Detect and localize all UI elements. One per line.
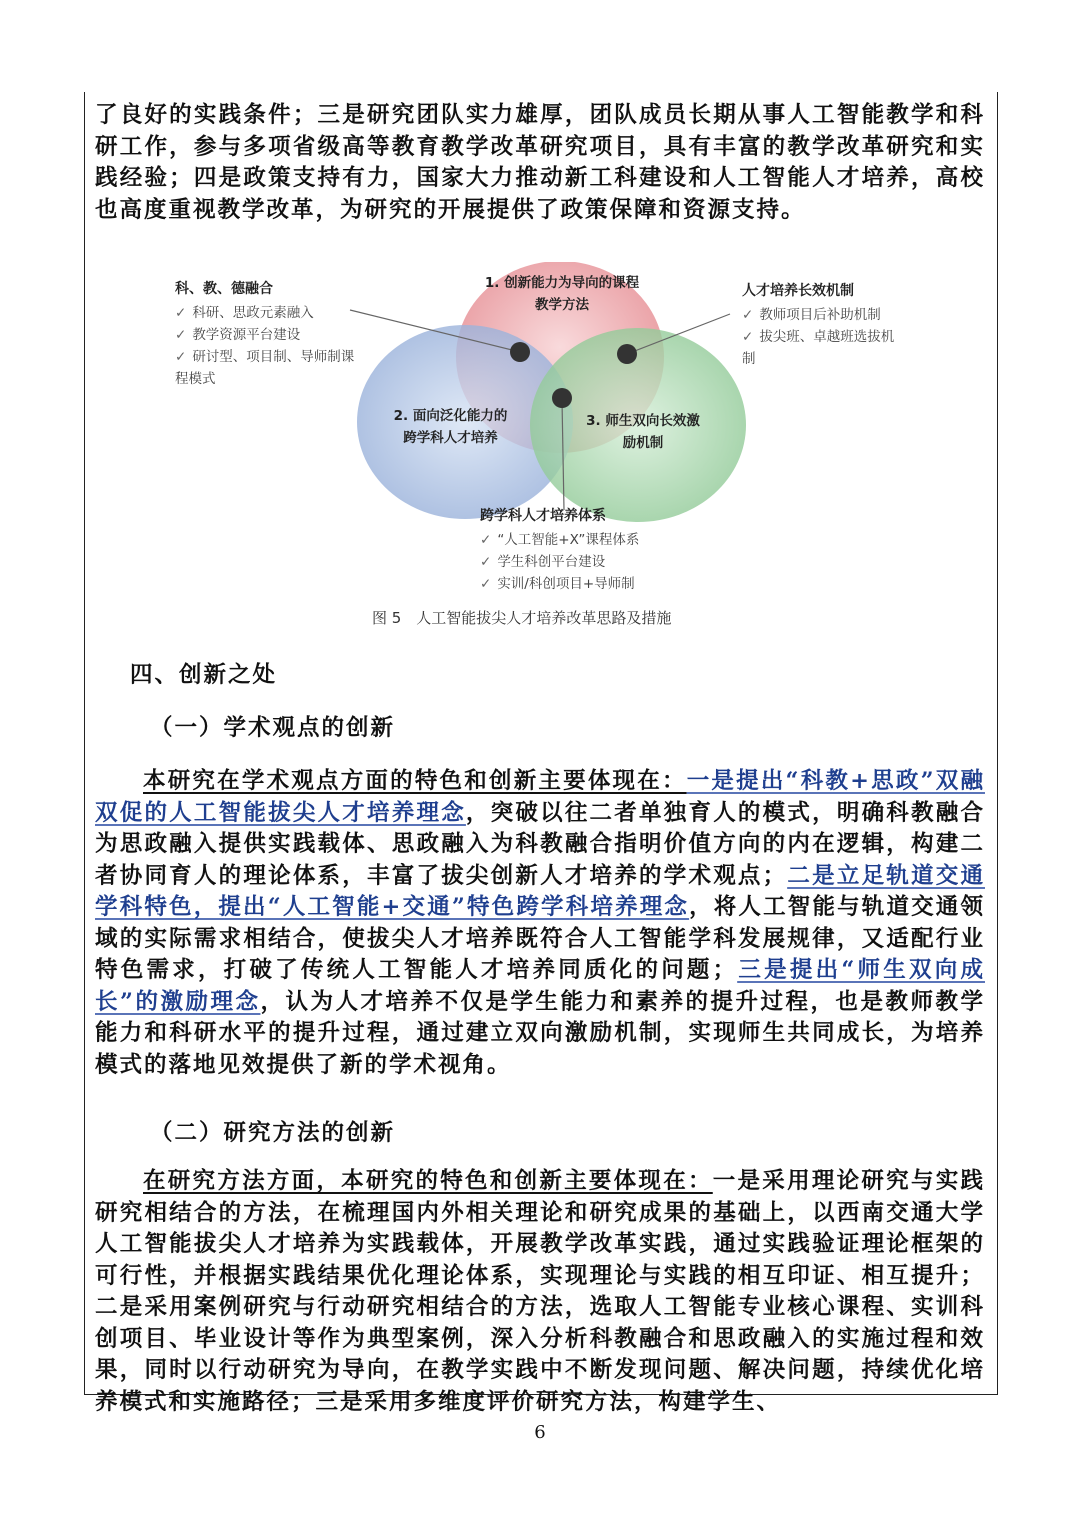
- paragraph-academic: 本研究在学术观点方面的特色和创新主要体现在：一是提出“科教+思政”双融双促的人工智能拔尖人才培养理念，突破以往二者单独育人的模式，明确科教融合为思政融入提供实践载体、思政融入为科教融合指明价值方向的内在逻辑，构建二者协同育人的理论体系，丰富了拔尖创新人才培养的学术观点；二是立足轨道交通学科特色，提出“人工智能+交通”特色跨学科培养理念，将人工智能与轨道交通领域的实际需求相结合，使拔尖人才培养既符合人工智能学科发展规律，又适配行业特色需求，打破了传统人工智能人才培养同质化的问题；三是提出“师生双向成长”的激励理念，认为人才培养不仅是学生能力和素养的提升过程，也是教师教学能力和科研水平的提升过程，通过建立双向激励机制，实现师生共同成长，为培养模式的落地见效提供了新的学术视角。: [95, 768, 985, 1078]
- subsection-heading-2: （二）研究方法的创新: [150, 1120, 396, 1146]
- list-item: ✓ “人工智能+X”课程体系: [480, 532, 640, 548]
- box-bottom: [480, 505, 710, 595]
- subsection-heading-1: （一）学术观点的创新: [150, 715, 396, 741]
- paragraph-method: 在研究方法方面，本研究的特色和创新主要体现在：一是采用理论研究与实践研究相结合的方法，在梳理国内外相关理论和研究成果的基础上，以西南交通大学人工智能拔尖人才培养为实践载体，开展教学改革实践，通过实践验证理论框架的可行性，并根据实践结果优化理论体系，实现理论与实践的相互印证、相互提升；二是采用案例研究与行动研究相结合的方法，选取人工智能专业核心课程、实训科创项目、毕业设计等作为典型案例，深入分析科教融合和思政融入的实施过程和效果，同时以行动研究为导向，在教学实践中不断发现问题、解决问题，持续优化培养模式和实施路径；三是采用多维度评价研究方法，构建学生、: [95, 1168, 985, 1415]
- circle-left-label: 2. 面向泛化能力的跨学科人才培养: [393, 408, 508, 446]
- list-item: ✓ 拔尖班、卓越班选拔机制: [742, 329, 895, 367]
- page-number: 6: [534, 1422, 546, 1443]
- list-item: ✓ 教师项目后补助机制: [742, 307, 881, 323]
- circle-top-label: 1. 创新能力为导向的课程教学方法: [484, 275, 640, 313]
- top-paragraph: 了良好的实践条件；三是研究团队实力雄厚，团队成员长期从事人工智能教学和科研工作，参与多项省级高等教育教学改革研究项目，具有丰富的教学改革研究和实践经验；四是政策支持有力，国家大力推动新工科建设和人工智能人才培养，高校也高度重视教学改革，为研究的开展提供了政策保障和资源支持。: [95, 102, 985, 223]
- figure-caption: 图 5 人工智能拔尖人才培养改革思路及措施: [372, 609, 672, 627]
- venn-figure: [160, 262, 900, 627]
- marker-right: [617, 344, 637, 364]
- list-item: ✓ 教学资源平台建设: [175, 327, 301, 343]
- list-item: ✓ 实训/科创项目+导师制: [480, 576, 635, 592]
- circle-right-label: 3. 师生双向长效激励机制: [586, 413, 700, 451]
- marker-left: [510, 342, 530, 362]
- box-right: [742, 280, 902, 370]
- list-item: ✓ 学生科创平台建设: [480, 554, 606, 570]
- box-left-title: 科、教、德融合: [175, 281, 273, 297]
- list-item: ✓ 研讨型、项目制、导师制课程模式: [175, 349, 355, 387]
- section-heading: 四、创新之处: [130, 662, 278, 688]
- box-bottom-title: 跨学科人才培养体系: [480, 508, 606, 524]
- marker-center: [552, 388, 572, 408]
- list-item: ✓ 科研、思政元素融入: [175, 305, 314, 321]
- box-left: [175, 278, 365, 390]
- box-right-title: 人才培养长效机制: [742, 283, 854, 299]
